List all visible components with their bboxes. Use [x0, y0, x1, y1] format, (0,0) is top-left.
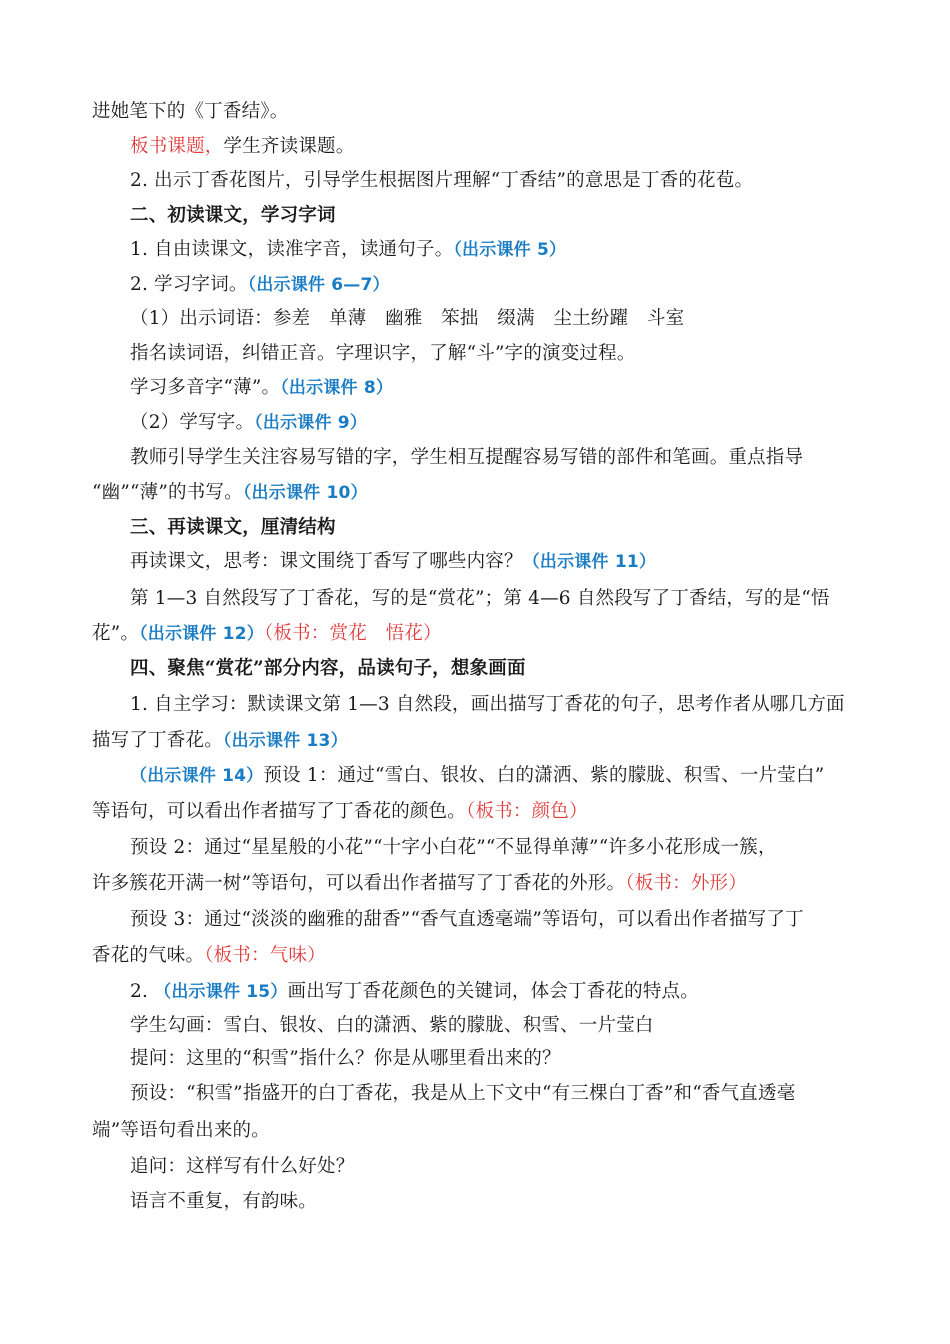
paragraph-line	[130, 587, 830, 611]
text: 1. 自主学习：默读课文第 1—3 自然段，画出描写丁香花的句子，思考作者从哪几方面	[130, 694, 845, 715]
paragraph-line	[130, 169, 753, 193]
section-heading	[130, 204, 336, 228]
heading-text: 三、再读课文，厘清结构	[130, 517, 336, 538]
text: 描写了丁香花。	[92, 730, 223, 751]
courseware-note: （出示课件 6—7）	[247, 275, 390, 295]
section-heading	[130, 516, 336, 540]
paragraph-line	[92, 944, 326, 968]
text: 1. 自由读课文，读准字音，读通句子。	[130, 239, 454, 260]
text: 进她笔下的《丁香结》。	[92, 101, 289, 122]
paragraph-line	[92, 622, 442, 646]
paragraph-line	[92, 872, 747, 896]
paragraph-line	[92, 100, 288, 124]
text: 第 1—3 自然段写了丁香花，写的是“赏花”；第 4—6 自然段写了丁香结，写的是“悟	[130, 588, 830, 609]
courseware-note: （出示课件 15）	[154, 982, 288, 1002]
text: 画出写丁香花颜色的关键词，体会丁香花的特点。	[287, 981, 699, 1002]
paragraph-line	[130, 693, 845, 717]
text: 端”等语句看出来的。	[92, 1120, 270, 1141]
text: 2. 学习字词。	[130, 274, 248, 295]
text: 花”。	[92, 623, 140, 644]
text: 教师引导学生关注容易写错的字，学生相互提醒容易写错的部件和笔画。重点指导	[130, 447, 804, 468]
text: 追问：这样写有什么好处？	[130, 1156, 355, 1177]
paragraph-line	[130, 307, 684, 331]
text: 学生齐读课题。	[223, 136, 355, 157]
paragraph-line	[130, 836, 777, 860]
paragraph-line	[92, 729, 348, 753]
blackboard-note: （板书：外形）	[625, 873, 747, 894]
blackboard-note: （板书：赏花 悟花）	[263, 623, 442, 644]
paragraph-line	[130, 238, 566, 262]
text: 预设 2：通过“星星般的小花”“十字小白花”“不显得单薄”“许多小花形成一簇，	[130, 837, 777, 858]
paragraph-line	[130, 1047, 561, 1071]
paragraph-line	[130, 342, 636, 366]
text: 香花的气味。	[92, 945, 205, 966]
text: 等语句，可以看出作者描写了丁香花的颜色。	[92, 801, 467, 822]
paragraph-line	[130, 1014, 654, 1038]
courseware-note: （出示课件 12）	[139, 624, 264, 644]
paragraph-line	[130, 1155, 354, 1179]
courseware-note: （出示课件 8）	[280, 378, 394, 398]
courseware-note: （出示课件 9）	[254, 413, 368, 433]
text: 预设 3：通过“淡淡的幽雅的甜香”“香气直透毫端”等语句，可以看出作者描写了丁	[130, 909, 804, 930]
blackboard-note: 板书课题，	[130, 136, 224, 157]
text: 2. 出示丁香花图片，引导学生根据图片理解“丁香结”的意思是丁香的花苞。	[130, 170, 754, 191]
blackboard-note: （板书：气味）	[204, 945, 326, 966]
paragraph-line	[130, 411, 367, 435]
text: 语言不重复，有韵味。	[130, 1191, 318, 1212]
paragraph-line	[130, 273, 390, 297]
paragraph-line	[130, 446, 803, 470]
paragraph-line	[130, 376, 393, 400]
courseware-note: （出示课件 10）	[242, 483, 368, 503]
paragraph-line	[130, 1190, 317, 1214]
paragraph-line	[130, 550, 656, 574]
paragraph-line	[130, 980, 699, 1004]
courseware-note: （出示课件 13）	[222, 731, 348, 751]
paragraph-line	[92, 800, 588, 824]
heading-text: 四、聚焦“赏花”部分内容，品读句子，想象画面	[130, 658, 526, 679]
text: 2.	[130, 981, 155, 1002]
text: 指名读词语，纠错正音。字理识字，了解“斗”字的演变过程。	[130, 343, 636, 364]
heading-text: 二、初读课文，学习字词	[130, 205, 336, 226]
courseware-note: （出示课件 14）	[130, 766, 264, 786]
text: 提问：这里的“积雪”指什么？你是从哪里看出来的？	[130, 1048, 561, 1069]
paragraph-line	[130, 908, 804, 932]
text: “幽”“薄”的书写。	[92, 482, 243, 503]
paragraph-line	[130, 135, 354, 159]
section-heading	[130, 657, 526, 681]
text: 再读课文，思考：课文围绕丁香写了哪些内容？	[130, 551, 523, 572]
text: 学习多音字“薄”。	[130, 377, 281, 398]
courseware-note: （出示课件 11）	[522, 552, 657, 572]
text: （2）学写字。	[130, 412, 255, 433]
vocabulary-list: （1）出示词语：参差 单薄 幽雅 笨拙 缀满 尘土纷躍 斗室	[130, 308, 685, 329]
paragraph-line	[130, 764, 824, 788]
text: 学生勾画：雪白、银妆、白的潇洒、紫的朦胧、积雪、一片莹白	[130, 1015, 654, 1036]
paragraph-line	[130, 1082, 795, 1106]
paragraph-line	[92, 1119, 270, 1143]
courseware-note: （出示课件 5）	[453, 240, 567, 260]
paragraph-line	[92, 481, 368, 505]
text: 许多簇花开满一树”等语句，可以看出作者描写了丁香花的外形。	[92, 873, 626, 894]
blackboard-note: （板书：颜色）	[466, 801, 588, 822]
text: 预设 1：通过“雪白、银妆、白的潇洒、紫的朦胧、积雪、一片莹白”	[263, 765, 825, 786]
text: 预设：“积雪”指盛开的白丁香花，我是从上下文中“有三棵白丁香”和“香气直透毫	[130, 1083, 796, 1104]
